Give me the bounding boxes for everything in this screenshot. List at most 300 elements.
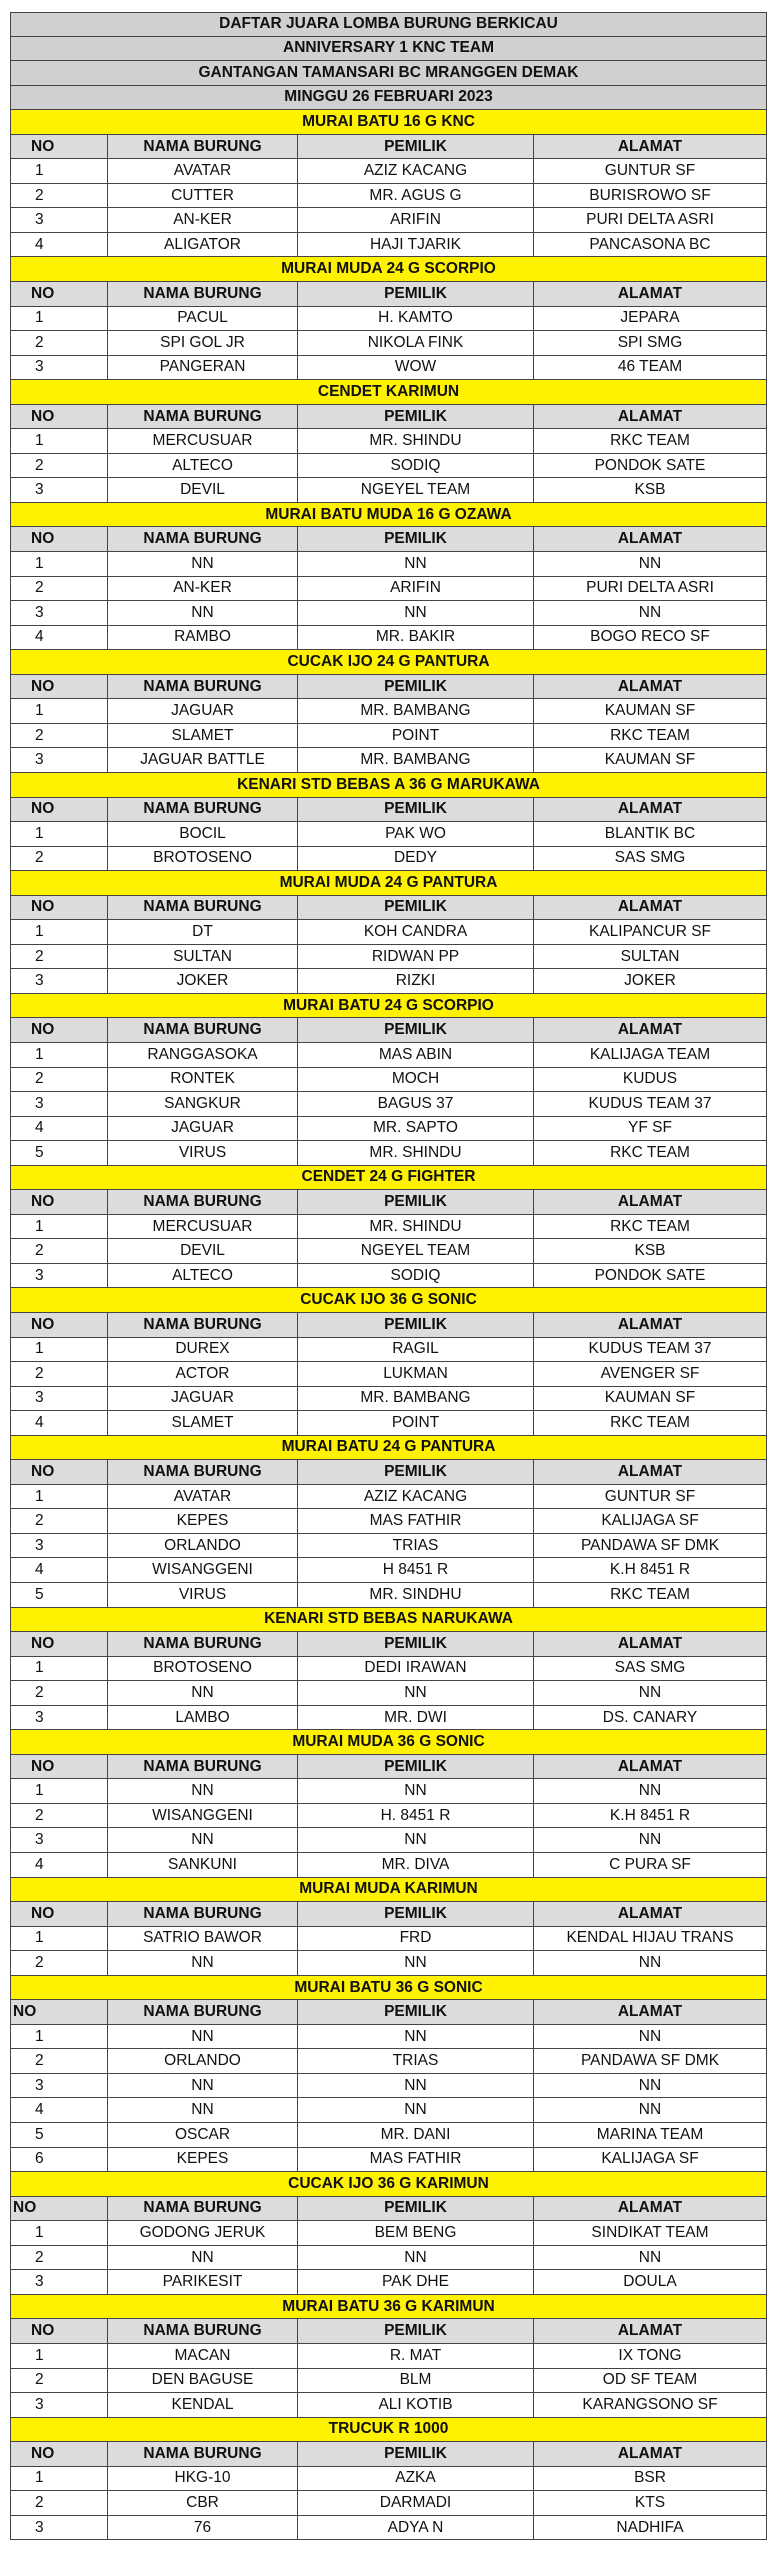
- rank-cell: 3: [11, 2270, 108, 2294]
- rank-cell: 2: [11, 2049, 108, 2073]
- table-row: [10, 2074, 767, 2099]
- address-cell: KTS: [634, 2494, 666, 2511]
- owner-header: PEMILIK: [298, 1902, 534, 1926]
- table-row: [10, 1853, 767, 1878]
- rank-cell: 3: [11, 208, 108, 232]
- column-header-row: [10, 2319, 767, 2344]
- owner-cell: BAGUS 37: [298, 1092, 534, 1116]
- table-row: [10, 2098, 767, 2123]
- bird-name-header: NAMA BURUNG: [108, 405, 298, 429]
- table-row: [10, 1068, 767, 1093]
- owner-cell: MR. BAMBANG: [298, 699, 534, 723]
- owner-cell: SODIQ: [298, 1264, 534, 1288]
- category-title: MURAI MUDA KARIMUN: [10, 1878, 767, 1903]
- table-row: [10, 2344, 767, 2369]
- address-cell: NN: [638, 554, 662, 572]
- address-cell: RKC TEAM: [610, 1143, 690, 1161]
- rank-cell: 1: [11, 1779, 108, 1803]
- rank-cell: 4: [11, 1117, 108, 1141]
- rank-cell: 3: [11, 1534, 108, 1558]
- address-header: ALAMAT: [617, 407, 683, 425]
- rank-cell: 3: [11, 356, 108, 380]
- address-cell: C PURA SF: [609, 1855, 691, 1873]
- bird-name-header: NAMA BURUNG: [108, 135, 298, 159]
- rank-cell: 1: [11, 307, 108, 331]
- owner-cell: H. KAMTO: [298, 307, 534, 331]
- address-cell: BOGO RECO SF: [590, 628, 710, 646]
- rank-cell: 1: [11, 1657, 108, 1681]
- bird-name-header: NAMA BURUNG: [108, 527, 298, 551]
- rank-cell: 2: [11, 1068, 108, 1092]
- table-row: [10, 1338, 767, 1363]
- rank-cell: 1: [11, 699, 108, 723]
- owner-cell: BLM: [298, 2369, 534, 2393]
- no-header: NO: [11, 282, 108, 306]
- rank-cell: 1: [11, 552, 108, 576]
- owner-cell: FRD: [298, 1927, 534, 1951]
- rank-cell: 2: [11, 1239, 108, 1263]
- address-cell: 46 TEAM: [617, 358, 683, 376]
- table-row: [10, 356, 767, 381]
- column-header-row: [10, 1755, 767, 1780]
- owner-cell: DARMADI: [298, 2491, 534, 2515]
- category-title: MURAI BATU 36 G KARIMUN: [10, 2295, 767, 2320]
- table-row: [10, 1215, 767, 1240]
- owner-cell: PAK WO: [298, 822, 534, 846]
- rank-cell: 3: [11, 969, 108, 993]
- no-header: NO: [11, 2000, 108, 2024]
- address-header: ALAMAT: [617, 137, 683, 155]
- table-row: [10, 1558, 767, 1583]
- owner-header: PEMILIK: [298, 2000, 534, 2024]
- owner-cell: MR. SHINDU: [298, 1141, 534, 1165]
- bird-name-cell: AVATAR: [108, 159, 298, 183]
- table-row: [10, 184, 767, 209]
- owner-cell: MR. SHINDU: [298, 1215, 534, 1239]
- address-cell: JEPARA: [620, 309, 680, 327]
- no-header: NO: [11, 1902, 108, 1926]
- table-row: [10, 699, 767, 724]
- rank-cell: 2: [11, 454, 108, 478]
- rank-cell: 4: [11, 1853, 108, 1877]
- column-header-row: [10, 1632, 767, 1657]
- rank-cell: 1: [11, 1927, 108, 1951]
- column-header-row: [10, 2197, 767, 2222]
- address-cell: SINDIKAT TEAM: [591, 2223, 709, 2241]
- owner-cell: ALI KOTIB: [298, 2393, 534, 2417]
- address-cell: YF SF: [628, 1119, 672, 1137]
- bird-name-cell: VIRUS: [108, 1141, 298, 1165]
- address-header: ALAMAT: [617, 1634, 683, 1652]
- address-cell: PURI DELTA ASRI: [586, 211, 714, 229]
- bird-name-header: NAMA BURUNG: [108, 1313, 298, 1337]
- table-row: [10, 601, 767, 626]
- rank-cell: 2: [11, 945, 108, 969]
- table-row: [10, 1141, 767, 1166]
- column-header-row: [10, 798, 767, 823]
- address-cell: PURI DELTA ASRI: [586, 579, 714, 597]
- owner-cell: DEDI IRAWAN: [298, 1657, 534, 1681]
- table-row: [10, 1264, 767, 1289]
- bird-name-cell: NN: [108, 2246, 298, 2270]
- no-header: NO: [11, 2442, 108, 2466]
- bird-name-cell: DEVIL: [108, 1239, 298, 1263]
- owner-cell: NN: [298, 2098, 534, 2122]
- bird-name-cell: ORLANDO: [108, 1534, 298, 1558]
- bird-name-cell: AN-KER: [108, 577, 298, 601]
- bird-name-cell: AVATAR: [108, 1485, 298, 1509]
- no-header: NO: [11, 675, 108, 699]
- owner-cell: MR. SAPTO: [298, 1117, 534, 1141]
- owner-cell: MR. BAMBANG: [298, 748, 534, 772]
- table-row: [10, 822, 767, 847]
- bird-name-cell: LAMBO: [108, 1706, 298, 1730]
- rank-cell: 1: [11, 2221, 108, 2245]
- address-cell: SPI SMG: [617, 333, 683, 351]
- owner-cell: NN: [298, 601, 534, 625]
- address-cell: KALIPANCUR SF: [588, 923, 712, 940]
- bird-name-cell: AN-KER: [108, 208, 298, 232]
- address-header: ALAMAT: [617, 1315, 683, 1333]
- table-row: [10, 1509, 767, 1534]
- address-cell: KAUMAN SF: [604, 702, 696, 720]
- owner-cell: MR. SHINDU: [298, 429, 534, 453]
- table-row: [10, 969, 767, 994]
- table-row: [10, 2270, 767, 2295]
- owner-header: PEMILIK: [298, 135, 534, 159]
- rank-cell: 3: [11, 601, 108, 625]
- table-row: [10, 2025, 767, 2050]
- rank-cell: 2: [11, 1681, 108, 1705]
- address-cell: MARINA TEAM: [596, 2125, 704, 2143]
- table-row: [10, 577, 767, 602]
- bird-name-cell: KENDAL: [108, 2393, 298, 2417]
- bird-name-cell: NN: [108, 1779, 298, 1803]
- rank-cell: 3: [11, 2393, 108, 2417]
- bird-name-cell: DT: [108, 920, 298, 944]
- address-cell: OD SF TEAM: [602, 2371, 698, 2389]
- bird-name-header: NAMA BURUNG: [108, 1460, 298, 1484]
- bird-name-cell: CBR: [108, 2491, 298, 2515]
- owner-cell: NIKOLA FINK: [298, 331, 534, 355]
- category-title: MURAI BATU 24 G PANTURA: [10, 1436, 767, 1461]
- column-header-row: [10, 1018, 767, 1043]
- owner-cell: MR. DANI: [298, 2123, 534, 2147]
- table-row: [10, 159, 767, 184]
- bird-name-cell: BROTOSENO: [108, 847, 298, 871]
- no-header: NO: [11, 1313, 108, 1337]
- owner-cell: AZIZ KACANG: [298, 1485, 534, 1509]
- table-row: [10, 1092, 767, 1117]
- address-cell: KSB: [634, 1242, 666, 1260]
- bird-name-cell: DEVIL: [108, 478, 298, 502]
- owner-cell: POINT: [298, 1411, 534, 1435]
- address-cell: KUDUS TEAM 37: [588, 1340, 712, 1358]
- rank-cell: 4: [11, 626, 108, 650]
- column-header-row: [10, 2000, 767, 2025]
- owner-cell: RIZKI: [298, 969, 534, 993]
- bird-name-cell: DUREX: [108, 1338, 298, 1362]
- bird-name-cell: PARIKESIT: [108, 2270, 298, 2294]
- table-row: [10, 945, 767, 970]
- category-title: CUCAK IJO 24 G PANTURA: [10, 650, 767, 675]
- bird-name-header: NAMA BURUNG: [108, 896, 298, 920]
- owner-header: PEMILIK: [298, 1632, 534, 1656]
- no-header: NO: [11, 1460, 108, 1484]
- table-row: [10, 2246, 767, 2271]
- rank-cell: 2: [11, 2369, 108, 2393]
- address-cell: KARANGSONO SF: [582, 2395, 718, 2413]
- table-row: [10, 2148, 767, 2173]
- table-row: [10, 478, 767, 503]
- bird-name-cell: ACTOR: [108, 1362, 298, 1386]
- owner-cell: NN: [298, 1951, 534, 1975]
- address-cell: KALIJAGA TEAM: [589, 1045, 711, 1063]
- owner-cell: ARIFIN: [298, 208, 534, 232]
- bird-name-cell: WISANGGENI: [108, 1558, 298, 1582]
- address-cell: NN: [638, 2248, 662, 2266]
- table-row: [10, 552, 767, 577]
- no-header: NO: [11, 1018, 108, 1042]
- category-title: CENDET KARIMUN: [10, 380, 767, 405]
- bird-name-header: NAMA BURUNG: [108, 1190, 298, 1214]
- address-cell: NN: [638, 2027, 662, 2045]
- rank-cell: 3: [11, 1092, 108, 1116]
- category-title: MURAI BATU 24 G SCORPIO: [10, 994, 767, 1019]
- rank-cell: 1: [11, 1215, 108, 1239]
- rank-cell: 2: [11, 847, 108, 871]
- category-title: KENARI STD BEBAS NARUKAWA: [10, 1608, 767, 1633]
- bird-name-cell: ORLANDO: [108, 2049, 298, 2073]
- owner-cell: HAJI TJARIK: [298, 233, 534, 257]
- owner-cell: MAS ABIN: [298, 1043, 534, 1067]
- address-cell: RKC TEAM: [610, 1413, 690, 1431]
- address-header: ALAMAT: [617, 2003, 683, 2021]
- bird-name-cell: CUTTER: [108, 184, 298, 208]
- owner-cell: MR. BAMBANG: [298, 1387, 534, 1411]
- bird-name-header: NAMA BURUNG: [108, 2197, 298, 2221]
- rank-cell: 4: [11, 1558, 108, 1582]
- bird-name-cell: SANGKUR: [108, 1092, 298, 1116]
- bird-name-cell: JAGUAR BATTLE: [108, 748, 298, 772]
- table-row: [10, 2467, 767, 2492]
- rank-cell: 1: [11, 1043, 108, 1067]
- owner-cell: MAS FATHIR: [298, 1509, 534, 1533]
- bird-name-cell: NN: [108, 552, 298, 576]
- bird-name-cell: SULTAN: [108, 945, 298, 969]
- owner-header: PEMILIK: [298, 1018, 534, 1042]
- address-cell: KAUMAN SF: [604, 751, 696, 769]
- rank-cell: 5: [11, 1141, 108, 1165]
- rank-cell: 6: [11, 2148, 108, 2172]
- address-cell: NN: [638, 2101, 662, 2119]
- event-date: MINGGU 26 FEBRUARI 2023: [10, 86, 767, 111]
- category-title: CUCAK IJO 36 G SONIC: [10, 1288, 767, 1313]
- rank-cell: 2: [11, 2246, 108, 2270]
- bird-name-cell: KEPES: [108, 1509, 298, 1533]
- address-cell: SAS SMG: [614, 1659, 686, 1677]
- table-row: [10, 1779, 767, 1804]
- address-cell: JOKER: [624, 972, 676, 990]
- no-header: NO: [11, 1755, 108, 1779]
- owner-cell: MR. AGUS G: [298, 184, 534, 208]
- owner-cell: NN: [298, 552, 534, 576]
- table-row: [10, 331, 767, 356]
- rank-cell: 3: [11, 2516, 108, 2540]
- address-header: ALAMAT: [617, 1463, 683, 1481]
- category-title: CENDET 24 G FIGHTER: [10, 1166, 767, 1191]
- bird-name-cell: NN: [108, 1828, 298, 1852]
- bird-name-cell: JAGUAR: [108, 1117, 298, 1141]
- rank-cell: 2: [11, 1951, 108, 1975]
- column-header-row: [10, 896, 767, 921]
- bird-name-cell: MERCUSUAR: [108, 1215, 298, 1239]
- bird-name-header: NAMA BURUNG: [108, 2442, 298, 2466]
- owner-cell: RAGIL: [298, 1338, 534, 1362]
- category-title: MURAI MUDA 24 G PANTURA: [10, 871, 767, 896]
- address-cell: NN: [638, 2076, 662, 2094]
- owner-cell: R. MAT: [298, 2344, 534, 2368]
- table-row: [10, 454, 767, 479]
- address-cell: NN: [638, 603, 662, 621]
- bird-name-cell: JAGUAR: [108, 1387, 298, 1411]
- rank-cell: 4: [11, 233, 108, 257]
- rank-cell: 1: [11, 920, 108, 944]
- venue: GANTANGAN TAMANSARI BC MRANGGEN DEMAK: [10, 61, 767, 86]
- owner-cell: TRIAS: [298, 1534, 534, 1558]
- rank-cell: 2: [11, 1509, 108, 1533]
- address-cell: RKC TEAM: [610, 1217, 690, 1235]
- address-header: ALAMAT: [617, 530, 683, 548]
- owner-header: PEMILIK: [298, 1313, 534, 1337]
- column-header-row: [10, 2442, 767, 2467]
- bird-name-cell: RAMBO: [108, 626, 298, 650]
- address-header: ALAMAT: [617, 2199, 683, 2217]
- table-row: [10, 626, 767, 651]
- category-title: CUCAK IJO 36 G KARIMUN: [10, 2172, 767, 2197]
- bird-name-cell: NN: [108, 1951, 298, 1975]
- bird-name-cell: JOKER: [108, 969, 298, 993]
- column-header-row: [10, 405, 767, 430]
- address-cell: NN: [638, 1831, 662, 1849]
- column-header-row: [10, 135, 767, 160]
- owner-header: PEMILIK: [298, 527, 534, 551]
- owner-cell: RIDWAN PP: [298, 945, 534, 969]
- address-cell: NADHIFA: [616, 2518, 684, 2536]
- table-row: [10, 2516, 767, 2541]
- no-header: NO: [11, 896, 108, 920]
- rank-cell: 1: [11, 2025, 108, 2049]
- bird-name-cell: GODONG JERUK: [108, 2221, 298, 2245]
- owner-cell: DEDY: [298, 847, 534, 871]
- bird-name-cell: NN: [108, 2098, 298, 2122]
- owner-cell: POINT: [298, 724, 534, 748]
- owner-header: PEMILIK: [298, 1460, 534, 1484]
- address-cell: BSR: [634, 2469, 666, 2487]
- address-header: ALAMAT: [617, 800, 683, 818]
- table-row: [10, 429, 767, 454]
- table-row: [10, 1043, 767, 1068]
- owner-cell: H. 8451 R: [298, 1804, 534, 1828]
- no-header: NO: [11, 2319, 108, 2343]
- address-header: ALAMAT: [617, 1904, 683, 1922]
- owner-cell: PAK DHE: [298, 2270, 534, 2294]
- bird-name-cell: BROTOSENO: [108, 1657, 298, 1681]
- address-header: ALAMAT: [617, 2444, 683, 2462]
- bird-name-header: NAMA BURUNG: [108, 1902, 298, 1926]
- address-cell: KENDAL HIJAU TRANS: [566, 1929, 734, 1947]
- category-title: MURAI BATU 36 G SONIC: [10, 1976, 767, 2001]
- bird-name-cell: SLAMET: [108, 724, 298, 748]
- owner-header: PEMILIK: [298, 405, 534, 429]
- bird-name-cell: PACUL: [108, 307, 298, 331]
- owner-cell: AZKA: [298, 2467, 534, 2491]
- address-header: ALAMAT: [617, 677, 683, 695]
- rank-cell: 1: [11, 822, 108, 846]
- bird-name-cell: NN: [108, 2025, 298, 2049]
- owner-cell: LUKMAN: [298, 1362, 534, 1386]
- address-cell: DS. CANARY: [602, 1708, 698, 1726]
- table-row: [10, 1534, 767, 1559]
- bird-name-cell: NN: [108, 601, 298, 625]
- bird-name-cell: 76: [108, 2516, 298, 2540]
- address-cell: NN: [638, 1683, 662, 1701]
- owner-cell: MOCH: [298, 1068, 534, 1092]
- owner-cell: NGEYEL TEAM: [298, 478, 534, 502]
- address-header: ALAMAT: [617, 1021, 683, 1039]
- owner-cell: MR. SINDHU: [298, 1583, 534, 1607]
- address-cell: GUNTUR SF: [604, 1487, 696, 1505]
- address-cell: PONDOK SATE: [594, 456, 706, 474]
- owner-cell: NN: [298, 1779, 534, 1803]
- table-row: [10, 1583, 767, 1608]
- table-row: [10, 1239, 767, 1264]
- owner-cell: NN: [298, 1681, 534, 1705]
- bird-name-cell: ALIGATOR: [108, 233, 298, 257]
- bird-name-cell: WISANGGENI: [108, 1804, 298, 1828]
- bird-name-cell: PANGERAN: [108, 356, 298, 380]
- column-header-row: [10, 282, 767, 307]
- owner-cell: KOH CANDRA: [298, 920, 534, 944]
- owner-cell: NN: [298, 2246, 534, 2270]
- doc-title: DAFTAR JUARA LOMBA BURUNG BERKICAU: [10, 12, 767, 37]
- rank-cell: 3: [11, 2074, 108, 2098]
- bird-name-cell: SANKUNI: [108, 1853, 298, 1877]
- table-row: [10, 2393, 767, 2418]
- results-sheet: [10, 12, 767, 2540]
- bird-name-cell: ALTECO: [108, 1264, 298, 1288]
- address-cell: KSB: [634, 481, 666, 499]
- address-header: ALAMAT: [617, 2322, 683, 2340]
- owner-cell: WOW: [298, 356, 534, 380]
- column-header-row: [10, 1313, 767, 1338]
- bird-name-cell: SATRIO BAWOR: [108, 1927, 298, 1951]
- category-title: MURAI MUDA 24 G SCORPIO: [10, 257, 767, 282]
- table-row: [10, 2049, 767, 2074]
- table-row: [10, 2491, 767, 2516]
- owner-cell: MR. BAKIR: [298, 626, 534, 650]
- bird-name-header: NAMA BURUNG: [108, 1018, 298, 1042]
- address-cell: NN: [638, 1782, 662, 1800]
- address-cell: AVENGER SF: [600, 1364, 700, 1382]
- no-header: NO: [11, 1190, 108, 1214]
- table-row: [10, 1706, 767, 1731]
- owner-header: PEMILIK: [298, 798, 534, 822]
- rank-cell: 5: [11, 1583, 108, 1607]
- owner-header: PEMILIK: [298, 1755, 534, 1779]
- rank-cell: 1: [11, 1485, 108, 1509]
- owner-cell: MR. DIVA: [298, 1853, 534, 1877]
